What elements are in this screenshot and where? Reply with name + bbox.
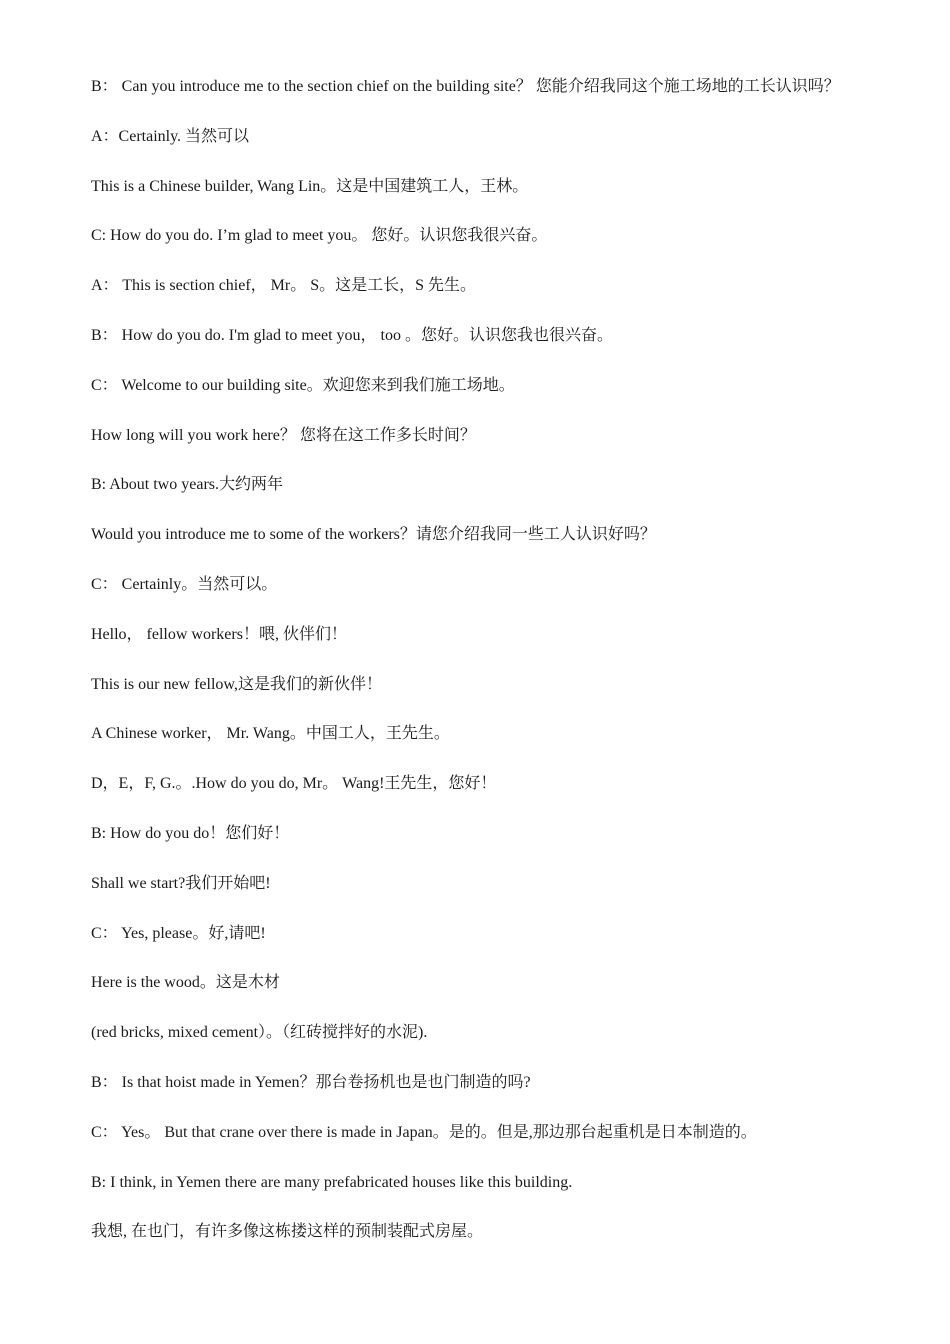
- dialogue-line: C： Yes。 But that crane over there is made in Japan。是的。但是,那边那台起重机是日本制造的。: [91, 1123, 757, 1141]
- dialogue-line: 我想, 在也门，有许多像这栋搂这样的预制装配式房屋。: [91, 1223, 484, 1241]
- dialogue-line: B: How do you do！您们好！: [91, 824, 290, 842]
- dialogue-line: How long will you work here？ 您将在这工作多长时间？: [91, 426, 476, 444]
- dialogue-line: D，E，F, G.。.How do you do, Mr。 Wang!王先生，您好！: [91, 775, 497, 793]
- dialogue-line: B: I think, in Yemen there are many prefabricated houses like this building.: [91, 1173, 573, 1191]
- dialogue-line: Would you introduce me to some of the workers？请您介绍我同一些工人认识好吗？: [91, 526, 656, 544]
- dialogue-line: B: About two years.大约两年: [91, 476, 283, 494]
- dialogue-line: This is a Chinese builder, Wang Lin。这是中国建筑工人，王林。: [91, 177, 529, 195]
- dialogue-line: A： This is section chief， Mr。 S。这是工长，S 先生。: [91, 277, 477, 295]
- dialogue-line: A：Certainly. 当然可以: [91, 127, 250, 145]
- dialogue-line: C: How do you do. I’m glad to meet you。 您好。认识您我很兴奋。: [91, 227, 548, 245]
- dialogue-line: Hello， fellow workers！喂, 伙伴们！: [91, 625, 347, 643]
- dialogue-line: C： Welcome to our building site。欢迎您来到我们施工场地。: [91, 376, 515, 394]
- dialogue-lines: [91, 76, 911, 1271]
- dialogue-line: This is our new fellow,这是我们的新伙伴！: [91, 675, 382, 693]
- dialogue-line: B： Is that hoist made in Yemen？那台卷扬机也是也门制造的吗?: [91, 1073, 531, 1091]
- dialogue-line: Shall we start?我们开始吧!: [91, 874, 271, 892]
- dialogue-line: C： Certainly。当然可以。: [91, 575, 278, 593]
- dialogue-line: C： Yes, please。好,请吧!: [91, 924, 266, 942]
- dialogue-line: B： Can you introduce me to the section chief on the building site？ 您能介绍我同这个施工场地的工长认识吗？: [91, 78, 840, 95]
- dialogue-line: A Chinese worker， Mr. Wang。中国工人，王先生。: [91, 725, 450, 743]
- dialogue-line: B： How do you do. I'm glad to meet you， too 。您好。认识您我也很兴奋。: [91, 326, 613, 344]
- dialogue-line: (red bricks, mixed cement）。（红砖搅拌好的水泥).: [91, 1024, 428, 1042]
- dialogue-line: Here is the wood。这是木材: [91, 974, 280, 992]
